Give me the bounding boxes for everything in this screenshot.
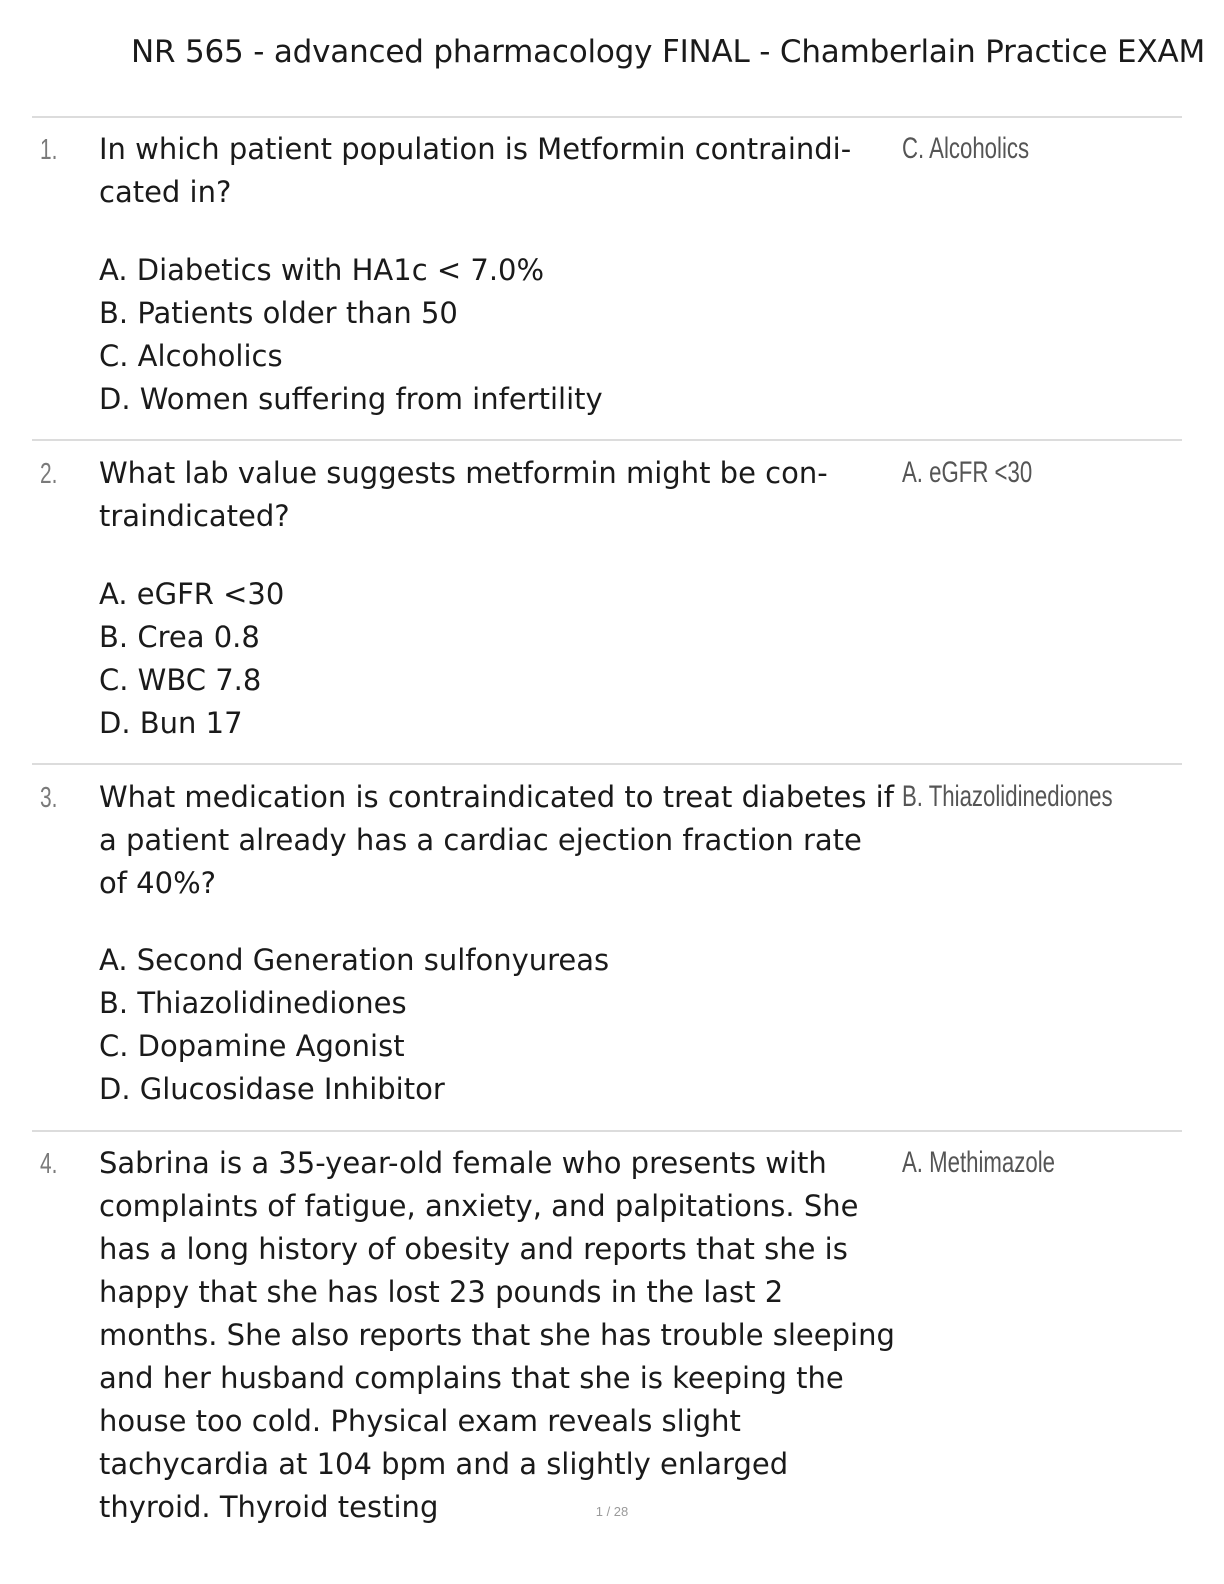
option-list (99, 573, 879, 745)
answer-text: B. Thiazolidinediones (902, 780, 1113, 813)
option-a: A. Second Generation sulfonyureas (99, 943, 610, 977)
option-b: B. Patients older than 50 (99, 296, 458, 330)
option-a: A. eGFR <30 (99, 577, 285, 611)
option-c: C. WBC 7.8 (99, 663, 262, 697)
divider (32, 1130, 1182, 1132)
answer-text: A. Methimazole (902, 1146, 1055, 1179)
divider (32, 439, 1182, 441)
option-list (99, 249, 879, 421)
option-d: D. Bun 17 (99, 706, 243, 740)
option-d: D. Glucosidase Inhibitor (99, 1072, 445, 1106)
option-b: B. Thiazolidinediones (99, 986, 407, 1020)
question-text: What medication is contraindicated to treat diabetes if a patient already has a cardiac ejection fraction rate of 40%? (99, 780, 894, 900)
question-text: Sabrina is a 35-year-old female who presents with complaints of fatigue, anxiety, and palpitations. She has a long history of obesity and reports that she is happy that she has lost 23 pounds in the last 2 months. She also reports that she has trouble sleeping and her husband complains that she is keeping the house too cold. Physical exam reveals slight tachycardia at 104 bpm and a slightly enlarged thyroid. Thyroid testing (99, 1146, 895, 1524)
answer-text: A. eGFR <30 (902, 456, 1033, 489)
question-number: 4. (40, 1148, 58, 1180)
option-c: C. Dopamine Agonist (99, 1029, 405, 1063)
option-b: B. Crea 0.8 (99, 620, 260, 654)
option-c: C. Alcoholics (99, 339, 283, 373)
question-number: 3. (40, 782, 58, 814)
option-a: A. Diabetics with HA1c < 7.0% (99, 253, 545, 287)
question-text: In which patient population is Metformin contraindi- cated in? (99, 132, 852, 209)
question-number: 1. (40, 134, 58, 166)
option-list (99, 939, 879, 1111)
question-number: 2. (40, 458, 58, 490)
option-d: D. Women suffering from infertility (99, 382, 603, 416)
document-title: NR 565 - advanced pharmacology FINAL - Chamberlain Practice EXAM (131, 34, 1206, 70)
divider (32, 116, 1182, 118)
divider (32, 763, 1182, 765)
answer-text: C. Alcoholics (902, 132, 1030, 165)
page-number: 1 / 28 (595, 1504, 629, 1519)
question-text: What lab value suggests metformin might be con- traindicated? (99, 456, 828, 533)
